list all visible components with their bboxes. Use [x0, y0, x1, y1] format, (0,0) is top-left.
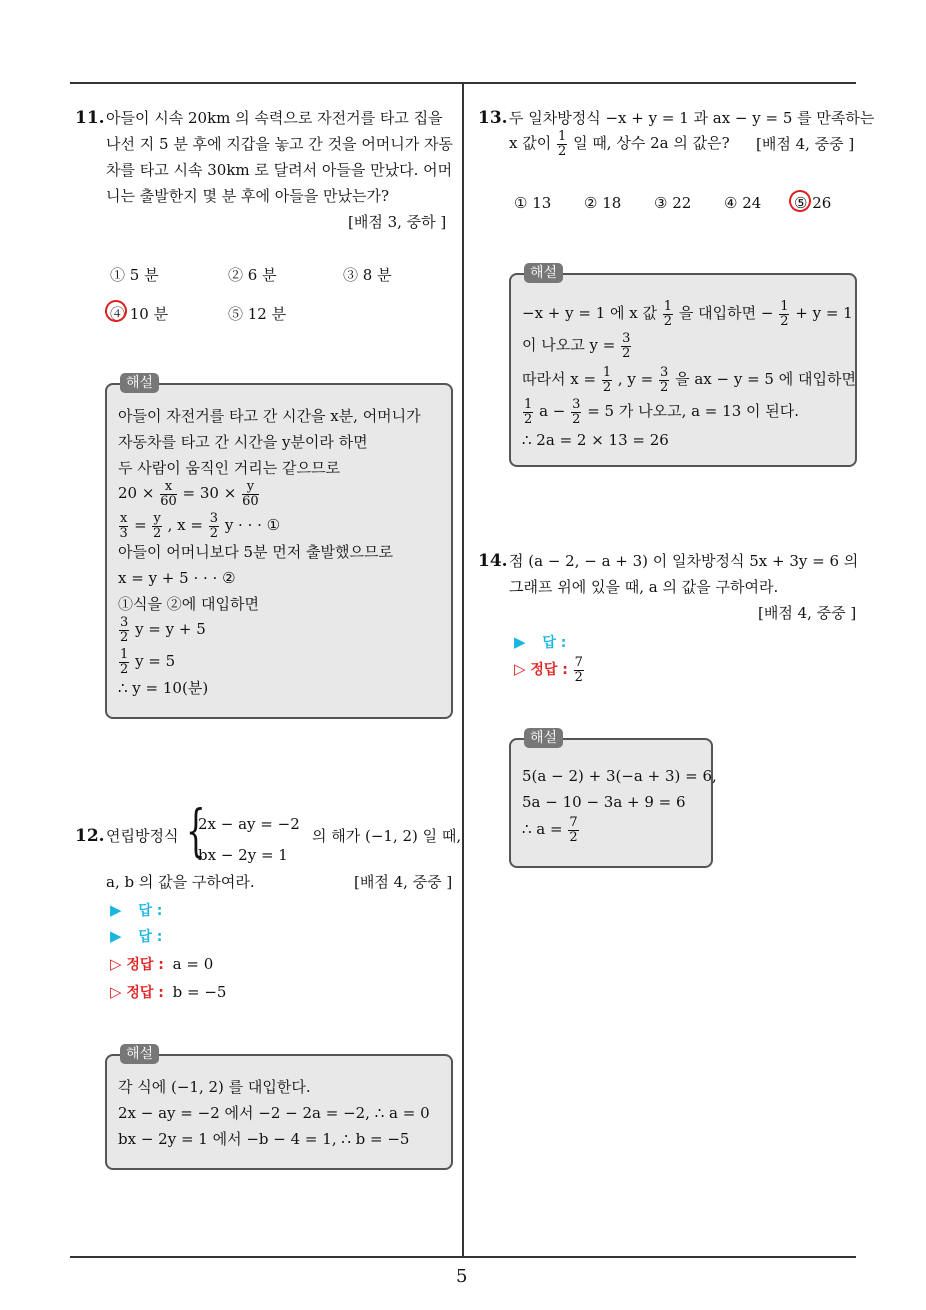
fraction: $\frac{3}{2}$ — [120, 614, 129, 645]
expr-text: , x = — [167, 516, 203, 534]
question-text: 그래프 위에 있을 때, a 의 값을 구하여라. — [509, 578, 779, 596]
fraction: $\frac{3}{2}$ — [572, 396, 581, 427]
expr-text: y = 5 — [135, 652, 176, 670]
choice-1[interactable]: ① 13 — [514, 194, 552, 212]
expr-text: = 5 가 나오고, a = 13 이 된다. — [587, 402, 800, 420]
explanation-line — [522, 396, 799, 427]
question-text: 두 일차방정식 −x + y = 1 과 ax − y = 5 를 만족하는 — [509, 109, 875, 127]
explanation-line — [522, 298, 853, 329]
fraction: $\frac{x}{60}$ — [160, 478, 177, 509]
question-number: 12. — [75, 826, 105, 846]
question-number: 14. — [478, 551, 508, 571]
correct-label: 정답 : — [530, 662, 568, 678]
question-text-line: 차를 타고 시속 30km 로 달려서 아들을 만났다. 어머 — [106, 161, 453, 179]
equation-1: 2x − ay = −2 — [198, 815, 300, 833]
fraction: $\frac{7}{2}$ — [569, 814, 578, 845]
answer-row — [514, 632, 566, 653]
expr-text: y · · · ① — [224, 516, 281, 534]
answer-row — [110, 900, 162, 921]
expr-text: 따라서 x = — [522, 370, 597, 388]
question-text: a, b 의 값을 구하여라. — [106, 873, 255, 891]
choice-3[interactable]: ③ 8 분 — [343, 266, 392, 284]
choice-4[interactable]: ④ 24 — [724, 194, 762, 212]
explanation-line — [118, 510, 280, 541]
question-text — [509, 128, 730, 159]
correct-answer-row — [514, 654, 585, 685]
answer-arrow-icon: ▶ — [514, 633, 526, 651]
expr-text: ∴ a = — [522, 820, 563, 838]
correct-label: 정답 : — [126, 957, 164, 973]
explanation-line: 아들이 자전거를 타고 간 시간을 x분, 어머니가 — [118, 407, 421, 425]
choice-3[interactable]: ③ 22 — [654, 194, 692, 212]
explanation-line — [522, 330, 632, 361]
explanation-line: bx − 2y = 1 에서 −b − 4 = 1, ∴ b = −5 — [118, 1130, 410, 1148]
fraction: $\frac{1}{2}$ — [120, 646, 129, 677]
system-brace: { — [186, 799, 206, 864]
answer-label: 답 : — [542, 635, 567, 651]
choice-1[interactable]: ① 5 분 — [110, 266, 159, 284]
expr-text: 이 나오고 y = — [522, 336, 616, 354]
fraction: $\frac{3}{2}$ — [209, 510, 219, 541]
explanation-line: 각 식에 (−1, 2) 를 대입한다. — [118, 1078, 311, 1096]
choice-4[interactable]: ④ 10 분 — [110, 305, 169, 323]
page-number: 5 — [456, 1266, 468, 1287]
explanation-line: 5a − 10 − 3a + 9 = 6 — [522, 793, 686, 811]
question-text: 연립방정식 — [106, 827, 179, 845]
expr-text: a − — [539, 402, 566, 420]
expr-text: 일 때, 상수 2a 의 값은? — [573, 134, 730, 152]
correct-value-fraction: $\frac{7}{2}$ — [574, 654, 583, 685]
fraction: $\frac{y}{60}$ — [242, 478, 259, 509]
explanation-line: 5(a − 2) + 3(−a + 3) = 6, — [522, 767, 717, 785]
expr-text: −x + y = 1 에 x 값 — [522, 304, 657, 322]
explanation-line — [522, 364, 856, 395]
explanation-line — [118, 646, 175, 677]
choice-2[interactable]: ② 6 분 — [228, 266, 277, 284]
question-text-line: 니는 출발한지 몇 분 후에 아들을 만났는가? — [106, 187, 389, 205]
column-divider — [462, 84, 464, 1257]
answer-row — [110, 926, 162, 947]
question-text: 점 (a − 2, − a + 3) 이 일차방정식 5x + 3y = 6 의 — [509, 552, 859, 570]
fraction: $\frac{1}{2}$ — [780, 298, 789, 329]
bottom-rule — [70, 1256, 856, 1258]
correct-arrow-icon: ▷ — [110, 955, 122, 973]
explanation-line: x = y + 5 · · · ② — [118, 569, 236, 587]
explanation-tag: 해설 — [120, 373, 159, 393]
correct-value: a = 0 — [172, 955, 214, 973]
fraction: $\frac{1}{2}$ — [602, 364, 612, 395]
explanation-line: ∴ y = 10(분) — [118, 679, 209, 697]
explanation-line: ①식을 ②에 대입하면 — [118, 595, 259, 613]
score-label: [배점 4, 중중 ] — [758, 604, 857, 622]
fraction: $\frac{3}{2}$ — [660, 364, 669, 395]
explanation-tag: 해설 — [120, 1044, 159, 1064]
score-label: [배점 3, 중하 ] — [348, 213, 447, 231]
expr-text: x 값이 — [509, 134, 552, 152]
equation-2: bx − 2y = 1 — [198, 846, 288, 864]
explanation-line — [522, 814, 580, 845]
score-label: [배점 4, 중중 ] — [354, 873, 453, 891]
score-label: [배점 4, 중중 ] — [756, 135, 855, 153]
explanation-line: 아들이 어머니보다 5분 먼저 출발했으므로 — [118, 543, 393, 561]
explanation-tag: 해설 — [524, 263, 563, 283]
question-text: 의 해가 (−1, 2) 일 때, — [312, 827, 462, 845]
correct-label: 정답 : — [126, 985, 164, 1001]
choice-5[interactable]: ⑤ 26 — [794, 194, 832, 212]
fraction: $\frac{1}{2}$ — [663, 298, 673, 329]
fraction: $\frac{x}{3}$ — [119, 510, 128, 541]
expr-text: , y = — [617, 370, 654, 388]
question-text-line: 나선 지 5 분 후에 지갑을 놓고 간 것을 어머니가 자동 — [106, 135, 454, 153]
expr-text: + y = 1 — [795, 304, 853, 322]
question-number: 11. — [75, 108, 105, 128]
answer-arrow-icon: ▶ — [110, 927, 122, 945]
answer-arrow-icon: ▶ — [110, 901, 122, 919]
correct-answer-row — [110, 954, 213, 975]
choice-5[interactable]: ⑤ 12 분 — [228, 305, 287, 323]
fraction: $\frac{1}{2}$ — [524, 396, 533, 427]
correct-arrow-icon: ▷ — [110, 983, 122, 1001]
explanation-line — [118, 478, 260, 509]
explanation-line: ∴ 2a = 2 × 13 = 26 — [522, 431, 669, 449]
expr-text: 을 대입하면 − — [678, 304, 774, 322]
question-number: 13. — [478, 108, 508, 128]
correct-answer-row — [110, 982, 226, 1003]
expr-text: = — [134, 516, 147, 534]
answer-label: 답 : — [138, 903, 163, 919]
fraction: $\frac{3}{2}$ — [622, 330, 631, 361]
expr-text: 을 ax − y = 5 에 대입하면 — [675, 370, 856, 388]
fraction: $\frac{y}{2}$ — [153, 510, 162, 541]
expr-text: y = y + 5 — [135, 620, 206, 638]
choice-2[interactable]: ② 18 — [584, 194, 622, 212]
correct-value: b = −5 — [172, 983, 227, 1001]
answer-label: 답 : — [138, 929, 163, 945]
question-text-line: 아들이 시속 20km 의 속력으로 자전거를 타고 집을 — [106, 109, 443, 127]
expr-text: 20 × — [118, 484, 155, 502]
correct-arrow-icon: ▷ — [514, 660, 526, 678]
expr-text: = 30 × — [182, 484, 237, 502]
explanation-line: 2x − ay = −2 에서 −2 − 2a = −2, ∴ a = 0 — [118, 1104, 430, 1122]
explanation-tag: 해설 — [524, 728, 563, 748]
fraction: $\frac{1}{2}$ — [558, 128, 567, 159]
explanation-line: 두 사람이 움직인 거리는 같으므로 — [118, 459, 340, 477]
explanation-line — [118, 614, 206, 645]
explanation-line: 자동차를 타고 간 시간을 y분이라 하면 — [118, 433, 368, 451]
